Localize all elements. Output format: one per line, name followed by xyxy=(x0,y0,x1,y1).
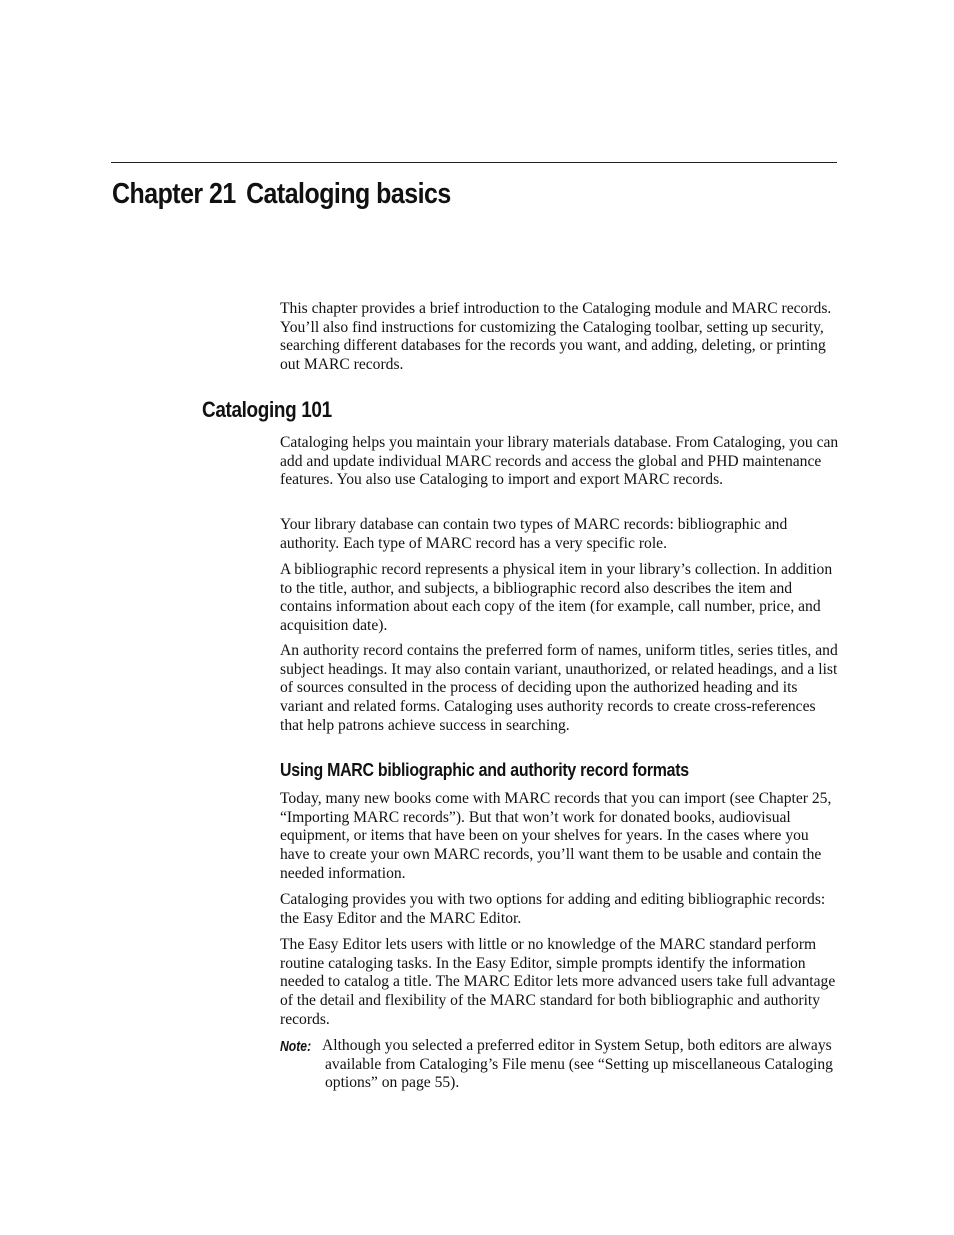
paragraph: Your library database can contain two types of MARC records: bibliographic and authority. Each type of MARC record has a very specific role. xyxy=(280,516,788,552)
paragraph: Today, many new books come with MARC records that you can import (see Chapter 25, “Importing MARC records”). But that won’t work for donated books, audiovisual equipment, or items that have been on your shelves for years. In the cases where you have to create your own MARC records, you’ll want them to be usable and contain the needed information. xyxy=(280,790,832,882)
subsection-heading: Using MARC bibliographic and authority record formats xyxy=(280,759,689,780)
paragraph: An authority record contains the preferred form of names, uniform titles, series titles, and subject headings. It may also contain variant, unauthorized, or related headings, and a list of sources consulted in the process of deciding upon the authorized heading and its variant and related forms. Cataloging uses authority records to create cross-references that help patrons achieve success in searching. xyxy=(280,642,838,734)
paragraph: A bibliographic record represents a physical item in your library’s collection. In addition to the title, author, and subjects, a bibliographic record also describes the item and contains information about each copy of the item (for example, call number, price, and acquisition date). xyxy=(280,561,833,635)
note-label: Note: xyxy=(280,1039,312,1055)
chapter-title xyxy=(112,178,451,211)
paragraph: Cataloging helps you maintain your library materials database. From Cataloging, you can add and update individual MARC records and access the global and PHD maintenance features. You also use Cataloging to import and export MARC records. xyxy=(280,434,839,489)
section-para-3 xyxy=(280,561,842,636)
subsection-para-3 xyxy=(280,936,842,1030)
note-text: Although you selected a preferred editor in System Setup, both editors are always available from Cataloging’s File menu (see “Setting up miscellaneous Cataloging options” on page 55). xyxy=(322,1037,833,1092)
subsection-para-2 xyxy=(280,891,842,928)
section-heading: Cataloging 101 xyxy=(202,397,332,422)
section-para-2 xyxy=(280,516,842,553)
section-para-1 xyxy=(280,434,842,490)
section-para-4 xyxy=(280,642,842,736)
chapter-name: Cataloging basics xyxy=(246,178,451,210)
subsection-para-1 xyxy=(280,790,842,884)
chapter-top-rule xyxy=(111,162,837,163)
note-block xyxy=(280,1037,842,1093)
chapter-number: Chapter 21 xyxy=(112,178,236,210)
paragraph: Cataloging provides you with two options for adding and editing bibliographic records: the Easy Editor and the MARC Editor. xyxy=(280,891,826,927)
paragraph: The Easy Editor lets users with little or no knowledge of the MARC standard perform routine cataloging tasks. In the Easy Editor, simple prompts identify the information needed to catalog a title. The MARC Editor lets more advanced users take full advantage of the detail and flexibility of the MARC standard for both bibliographic and authority records. xyxy=(280,936,836,1028)
intro-block xyxy=(280,300,842,375)
intro-paragraph: This chapter provides a brief introduction to the Cataloging module and MARC records. You’ll also find instructions for customizing the Cataloging toolbar, setting up security, searching different databases for the records you want, and adding, deleting, or printing out MARC records. xyxy=(280,300,832,374)
